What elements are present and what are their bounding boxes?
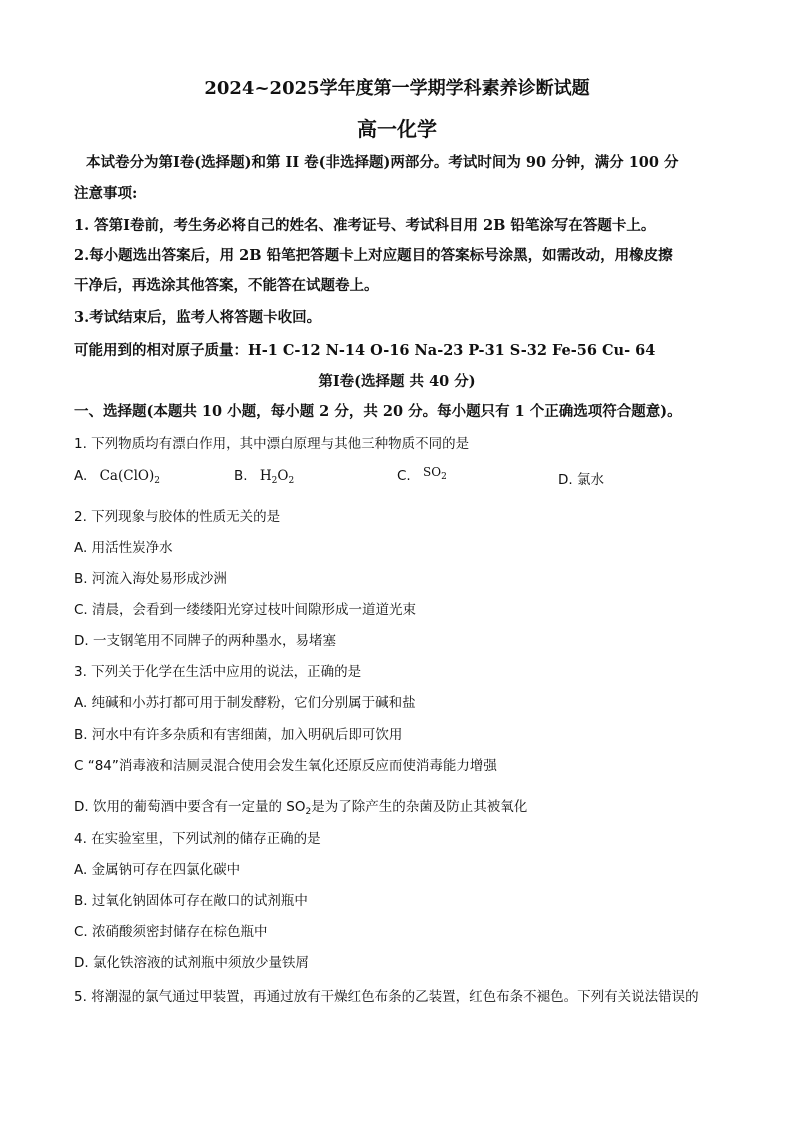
exam-intro: 本试卷分为第Ⅰ卷(选择题)和第 II 卷(非选择题)两部分。考试时间为 90 分钟，满分 100 分 [86,154,679,171]
option-a-formula: $Ca(ClO)_2$ [99,468,160,486]
part-title: 一、选择题(本题共 10 小题，每小题 2 分，共 20 分。每小题只有 1 个正确选项符合题意)。 [74,403,682,420]
note-3: 3.考试结束后，监考人将答题卡收回。 [74,309,322,326]
question-4-option-c: C. 浓硝酸须密封储存在棕色瓶中 [74,924,268,940]
question-3-option-c: C “84”消毒液和洁厕灵混合使用会发生氧化还原反应而使消毒能力增强 [74,758,497,774]
option-c-label: C. [397,468,411,484]
question-3-option-b: B. 河水中有许多杂质和有害细菌，加入明矾后即可饮用 [74,727,403,743]
option-b-formula: $H_2O_2$ [259,468,295,486]
question-4-stem: 4. 在实验室里，下列试剂的储存正确的是 [74,831,321,847]
question-1-option-d: D. 氯水 [558,472,604,488]
option-c-formula: $SO_2$ [423,465,447,482]
notes-title: 注意事项: [74,185,138,202]
section-heading: 第Ⅰ卷(选择题 共 40 分) [318,373,476,390]
question-1-option-b [234,468,294,486]
atomic-masses: 可能用到的相对原子质量：H-1 C-12 N-14 O-16 Na-23 P-31 S-32 Fe-56 Cu- 64 [74,342,656,359]
question-3-stem: 3. 下列关于化学在生活中应用的说法，正确的是 [74,664,362,680]
question-4-option-a: A. 金属钠可存在四氯化碳中 [74,862,241,878]
subject-title: 高一化学 [357,117,437,141]
question-4-option-d: D. 氯化铁溶液的试剂瓶中须放少量铁屑 [74,955,309,971]
question-2-option-c: C. 清晨，会看到一缕缕阳光穿过枝叶间隙形成一道道光束 [74,602,417,618]
question-1-stem: 1. 下列物质均有漂白作用，其中漂白原理与其他三种物质不同的是 [74,436,470,452]
question-3-option-a: A. 纯碱和小苏打都可用于制发酵粉，它们分别属于碱和盐 [74,695,416,711]
question-2-stem: 2. 下列现象与胶体的性质无关的是 [74,509,281,525]
note-2-line-1: 2.每小题选出答案后，用 2B 铅笔把答题卡上对应题目的答案标号涂黑，如需改动，用橡皮擦 [74,247,673,264]
note-2-line-2: 干净后，再选涂其他答案，不能答在试题卷上。 [74,277,379,294]
option-a-label: A. [74,468,88,484]
question-3-option-d: D. 饮用的葡萄酒中要含有一定量的 $SO_2$是为了除产生的杂菌及防止其被氧化 [74,799,528,817]
question-5-stem: 5. 将潮湿的氯气通过甲装置，再通过放有干燥红色布条的乙装置，红色布条不褪色。下列有关说法错误的 [74,989,699,1005]
note-1: 1. 答第Ⅰ卷前，考生务必将自己的姓名、准考证号、考试科目用 2B 铅笔涂写在答题卡上。 [74,217,656,234]
question-1-option-a [74,468,160,486]
question-2-option-a: A. 用活性炭净水 [74,540,173,556]
question-2-option-d: D. 一支钢笔用不同牌子的两种墨水，易堵塞 [74,633,336,649]
question-2-option-b: B. 河流入海处易形成沙洲 [74,571,227,587]
question-4-option-b: B. 过氧化钠固体可存在敞口的试剂瓶中 [74,893,308,909]
exam-title: 2024~2025学年度第一学期学科素养诊断试题 [204,78,590,99]
question-1-option-c [397,465,447,486]
option-b-label: B. [234,468,248,484]
